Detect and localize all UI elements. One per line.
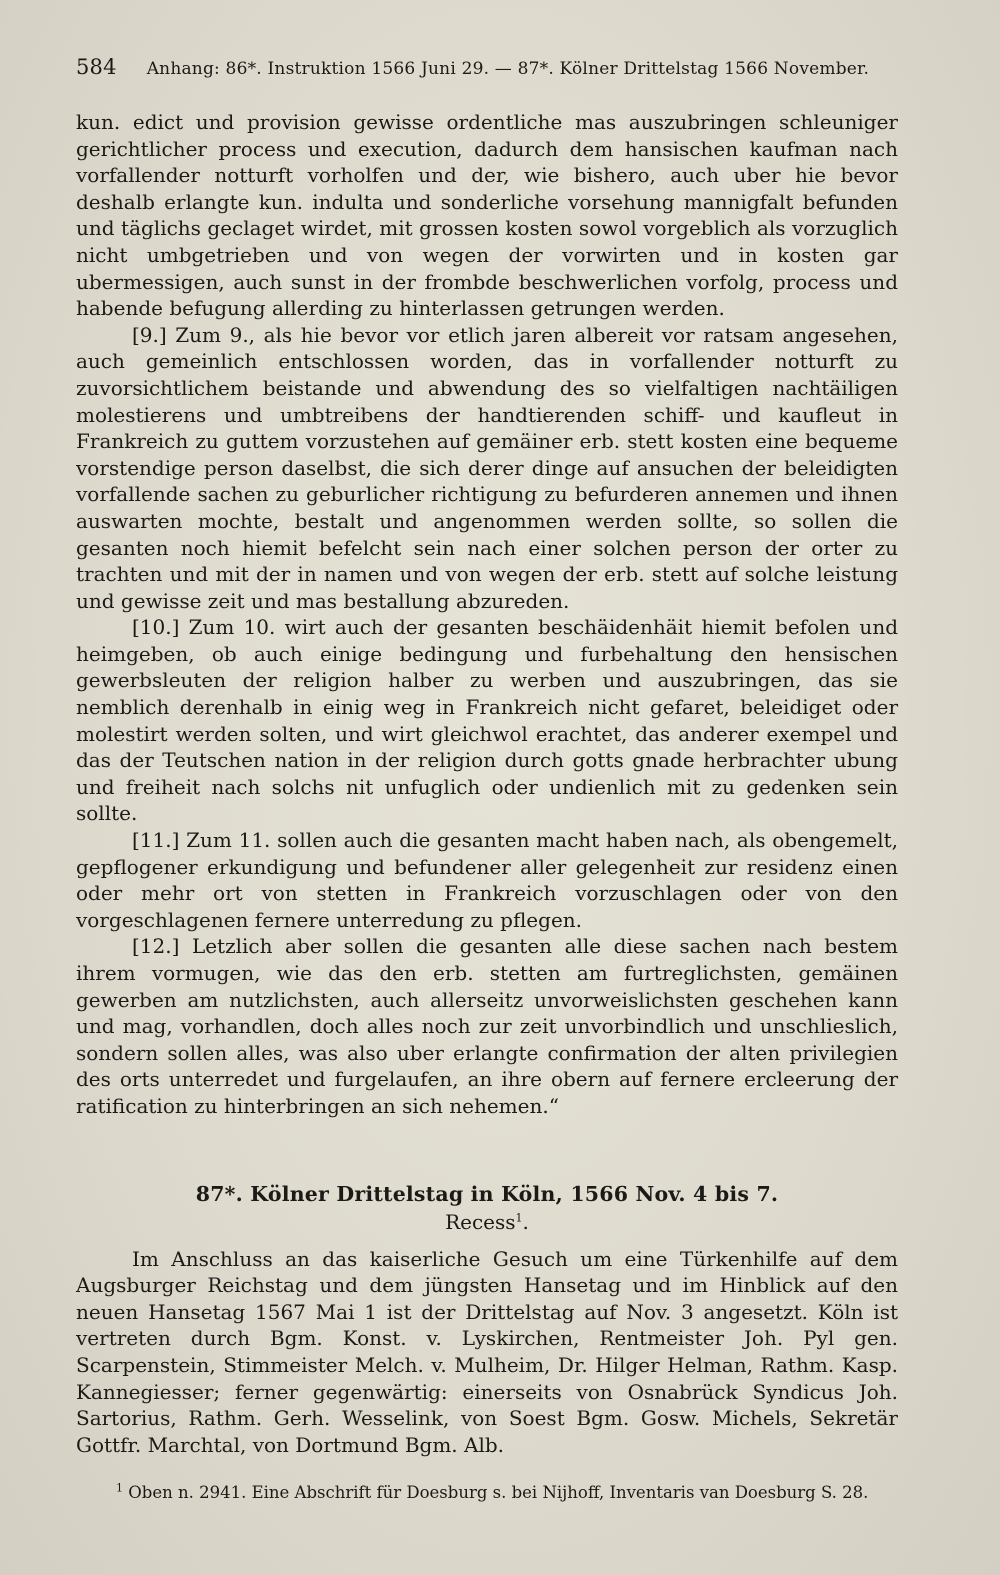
section-subtitle-text: Recess	[445, 1209, 516, 1234]
paragraph-item-10: [10.] Zum 10. wirt auch der gesanten beschäidenhäit hiemit befolen und heimgeben, ob auch einige bedingung und furbehaltung den hensischen gewerbsleuten der religion halber zu werben und auszubringen, das sie nemblich derenhalb in einig weg in Frankreich nicht gefaret, beleidiget oder molestirt werden solten, und wirt gleichwol erachtet, das anderer exempel und das der Teutschen nation in der religion durch gotts gnade herbrachter ubung und freiheit nach solchs nit unfuglich oder undienlich mit zu gedenken sein sollte.	[76, 615, 898, 826]
summary-paragraph: Im Anschluss an das kaiserliche Gesuch um eine Türkenhilfe auf dem Augsburger Reichstag und dem jüngsten Hansetag und im Hinblick auf den neuen Hansetag 1567 Mai 1 ist der Drittelstag auf Nov. 3 angesetzt. Köln ist vertreten durch Bgm. Konst. v. Lyskirchen, Rentmeister Joh. Pyl gen. Scarpenstein, Stimmeister Melch. v. Mulheim, Dr. Hilger Helman, Rathm. Kasp. Kannegiesser; ferner gegenwärtig: einerseits von Osnabrück Syndicus Joh. Sartorius, Rathm. Gerh. Wesselink, von Soest Bgm. Gosw. Michels, Sekretär Gottfr. Marchtal, von Dortmund Bgm. Alb.	[76, 1246, 898, 1457]
page-content	[76, 55, 898, 1505]
page-number: 584	[76, 55, 117, 79]
paragraph-continuation: kun. edict und provision gewisse ordentliche mas auszubringen schleuniger gerichtlicher process und execution, dadurch dem hansischen kaufman nach vorfallender notturft vorholfen und der, wie bishero, auch uber hie bevor deshalb erlangte kun. indulta und sonderliche vorsehung mannigfalt befunden und täglichs geclaget wirdet, mit grossen kosten sowol vorgeblich als vorzuglich nicht umbgetrieben und von wegen der vorwirten und in kosten gar ubermessigen, auch sunst in der frombde beschwerlichen vorfolg, process und habende befugung allerding zu hinterlassen getrungen werden.	[76, 110, 898, 321]
footnote-text: Oben n. 2941. Eine Abschrift für Doesburg s. bei Nijhoff, Inventaris van Doesburg S. 28.	[128, 1483, 869, 1503]
paragraph-item-12: [12.] Letzlich aber sollen die gesanten alle diese sachen nach bestem ihrem vormugen, wie das den erb. stetten am furtreglichsten, gemäinen gewerben am nutzlichsten, auch allerseitz unvorweislichsten geschehen kann und mag, vorhandlen, doch alles noch zur zeit unvorbindlich und unschlieslich, sondern sollen alles, was also uber erlangte confirmation der alten privilegien des orts unterredet und furgelaufen, an ihre obern auf fernere ercleerung der ratification zu hinterbringen an sich nehemen.“	[76, 934, 898, 1118]
paragraph-item-9: [9.] Zum 9., als hie bevor vor etlich jaren albereit vor ratsam angesehen, auch gemeinlich entschlossen worden, das in vorfallender notturft zu zuvorsichtlichem beistande und abwendung des so vielfaltigen nachtäiligen molestierens und umbtreibens der handtierenden schiff- und kaufleut in Frankreich zu guttem vorzustehen auf gemäiner erb. stett kosten eine bequeme vorstendige person daselbst, die sich derer dinge auf ansuchen der beleidigten vorfallende sachen zu geburlicher richtigung zu befurderen annemen und ihnen auswarten mochte, bestalt und angenommen werden sollte, so sollen die gesanten noch hiemit befelcht sein nach einer solchen person der orter zu trachten und mit der in namen und von wegen der erb. stett auf solche leistung und gewisse zeit und mas bestallung abzureden.	[76, 322, 898, 613]
section-summary	[76, 1246, 898, 1459]
footnote-marker: 1	[116, 1481, 123, 1495]
footnote-reference: 1	[515, 1210, 523, 1224]
section-subtitle: Recess$^1$.	[445, 1209, 529, 1234]
section-title: 87*. Kölner Drittelstag in Köln, 1566 Nov. 4 bis 7.	[195, 1181, 779, 1206]
running-header	[76, 55, 898, 79]
paragraph-item-11: [11.] Zum 11. sollen auch die gesanten macht haben nach, als obengemelt, gepflogener erkundigung und befundener aller gelegenheit zur residenz einen oder mehr ort von stetten in Frankreich vorzuschlagen oder von den vorgeschlagenen fernere unterredung zu pflegen.	[76, 828, 898, 932]
instruction-text	[76, 109, 898, 1120]
footnote	[76, 1480, 898, 1505]
running-title: Anhang: 86*. Instruktion 1566 Juni 29. — 87*. Kölner Drittelstag 1566 November.	[146, 59, 870, 79]
